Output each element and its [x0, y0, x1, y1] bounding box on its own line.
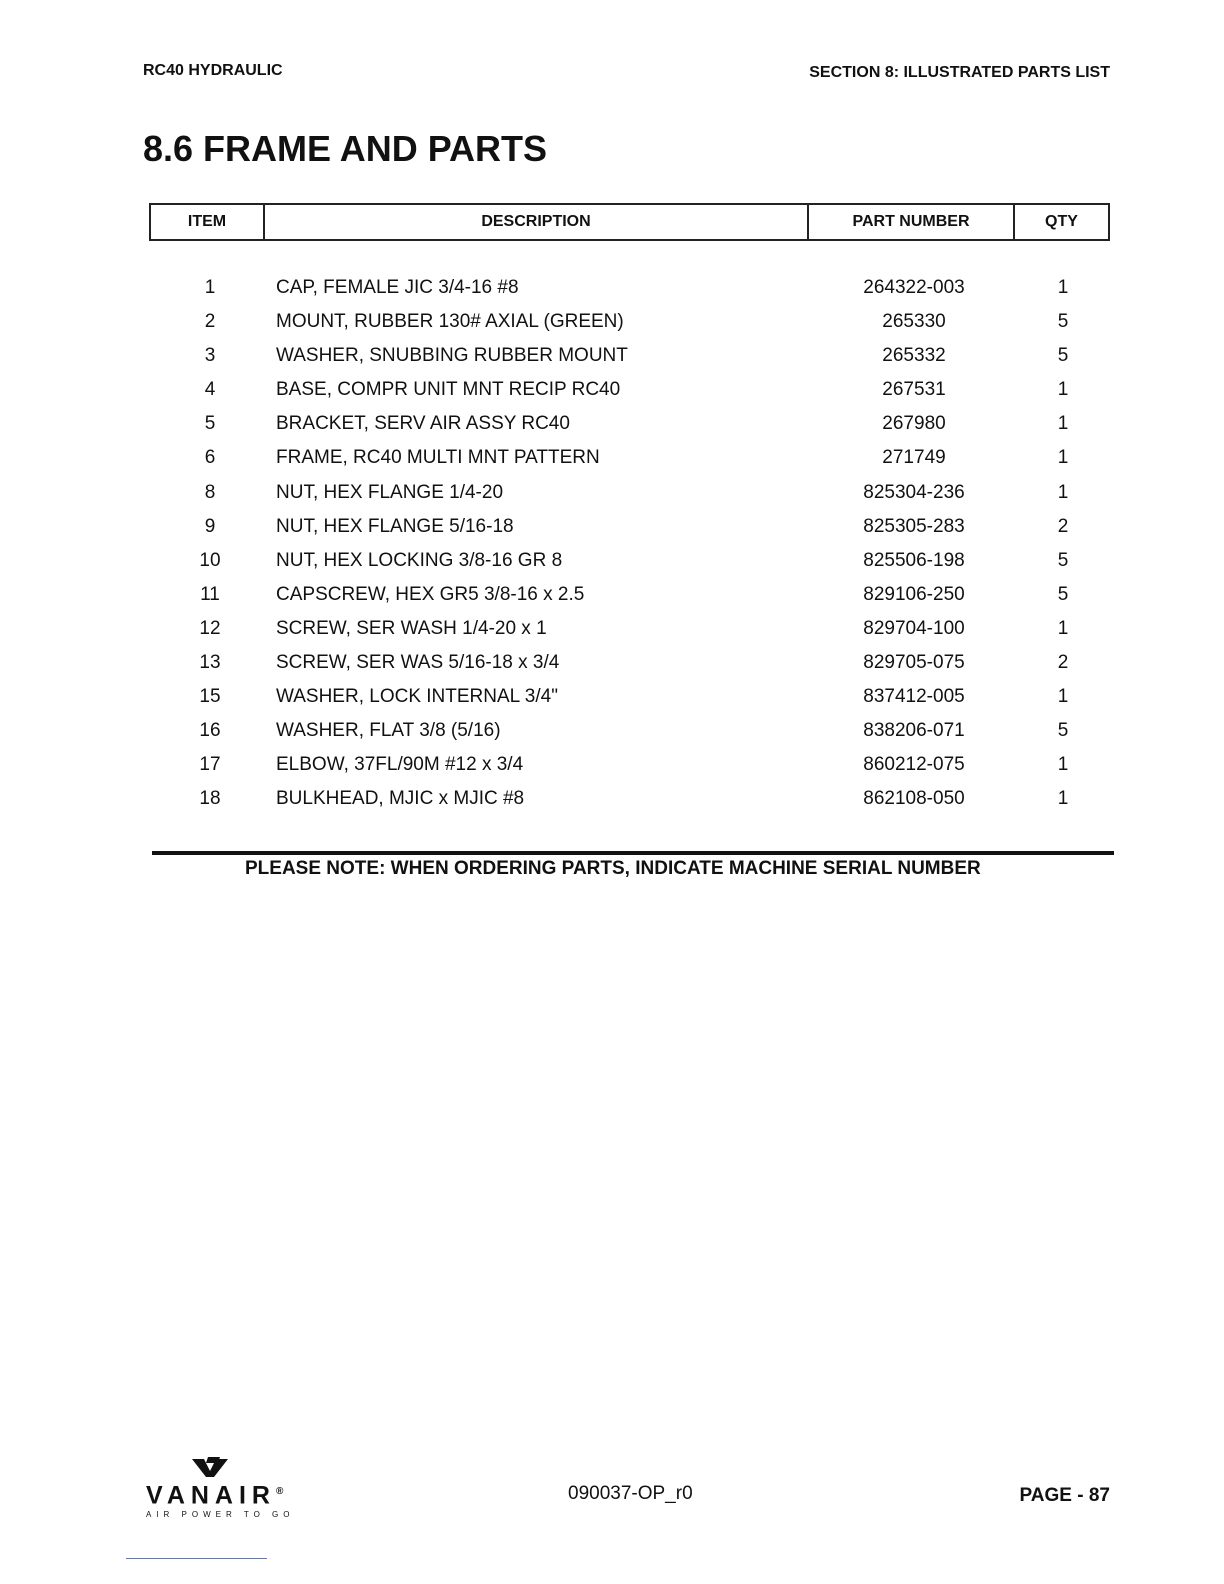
cell-description: NUT, HEX FLANGE 1/4-20: [276, 481, 504, 503]
cell-qty: 5: [1057, 583, 1069, 605]
cell-item: 8: [204, 481, 216, 503]
cell-part-number: 829106-250: [863, 583, 965, 605]
cell-qty: 1: [1057, 379, 1069, 401]
cell-description: MOUNT, RUBBER 130# AXIAL (GREEN): [276, 311, 624, 333]
table-header-qty: QTY: [1013, 203, 1110, 241]
cell-qty: 1: [1057, 788, 1069, 810]
cell-part-number: 838206-071: [863, 720, 965, 742]
table-row: [0, 477, 1224, 511]
note-rule: [152, 851, 1114, 855]
cell-qty: 1: [1057, 447, 1069, 469]
table-row: [0, 545, 1224, 579]
cell-description: SCREW, SER WAS 5/16-18 x 3/4: [276, 652, 560, 674]
page-number: PAGE - 87: [1019, 1485, 1110, 1506]
table-row: [0, 374, 1224, 408]
cell-item: 11: [200, 583, 220, 605]
table-row: [0, 306, 1224, 340]
vanair-logo: [146, 1455, 306, 1519]
table-row: [0, 408, 1224, 442]
cell-qty: 1: [1057, 481, 1069, 503]
table-header-item: ITEM: [149, 203, 265, 241]
cell-item: 3: [204, 345, 216, 367]
cell-qty: 5: [1057, 311, 1069, 333]
cell-part-number: 829705-075: [863, 652, 965, 674]
cell-qty: 1: [1057, 413, 1069, 435]
cell-part-number: 267531: [882, 379, 946, 401]
document-number: 090037-OP_r0: [568, 1483, 693, 1504]
cell-description: ELBOW, 37FL/90M #12 x 3/4: [276, 754, 524, 776]
cell-description: FRAME, RC40 MULTI MNT PATTERN: [276, 447, 600, 469]
table-row: [0, 272, 1224, 306]
cell-item: 12: [199, 617, 221, 639]
cell-item: 13: [199, 652, 221, 674]
cell-qty: 5: [1057, 720, 1069, 742]
cell-qty: 1: [1057, 277, 1069, 298]
cell-description: NUT, HEX FLANGE 5/16-18: [276, 515, 514, 537]
table-row: [0, 579, 1224, 613]
logo-name: VANAIR: [146, 1481, 276, 1510]
table-row: [0, 613, 1224, 647]
vanair-logo-icon: [190, 1455, 230, 1479]
cell-item: 4: [204, 379, 216, 401]
cell-part-number: 271749: [882, 447, 946, 469]
logo-tagline: AIR POWER TO GO: [146, 1510, 295, 1520]
cell-item: 2: [204, 311, 216, 333]
cell-item: 5: [204, 413, 216, 435]
cell-part-number: 825304-236: [863, 481, 965, 503]
cell-description: WASHER, SNUBBING RUBBER MOUNT: [276, 345, 628, 367]
table-row: [0, 749, 1224, 783]
cell-description: CAP, FEMALE JIC 3/4-16 #8: [276, 277, 519, 298]
table-header-description: DESCRIPTION: [263, 203, 809, 241]
cell-description: BASE, COMPR UNIT MNT RECIP RC40: [276, 379, 621, 401]
cell-item: 18: [199, 788, 221, 810]
footer-link-line: [126, 1558, 267, 1559]
cell-item: 1: [204, 277, 216, 298]
cell-qty: 2: [1057, 515, 1069, 537]
table-row: [0, 511, 1224, 545]
cell-item: 6: [204, 447, 216, 469]
cell-item: 16: [199, 720, 221, 742]
cell-part-number: 837412-005: [863, 686, 965, 708]
cell-description: WASHER, FLAT 3/8 (5/16): [276, 720, 501, 742]
cell-description: CAPSCREW, HEX GR5 3/8-16 x 2.5: [276, 583, 585, 605]
header-right: SECTION 8: ILLUSTRATED PARTS LIST: [809, 64, 1110, 81]
cell-part-number: 860212-075: [863, 754, 965, 776]
cell-part-number: 862108-050: [863, 788, 965, 810]
cell-description: WASHER, LOCK INTERNAL 3/4": [276, 686, 558, 708]
cell-item: 17: [199, 754, 221, 776]
cell-qty: 1: [1057, 754, 1069, 776]
cell-item: 9: [204, 515, 216, 537]
table-row: [0, 340, 1224, 374]
cell-description: NUT, HEX LOCKING 3/8-16 GR 8: [276, 549, 563, 571]
table-row: [0, 442, 1224, 476]
table-row: [0, 783, 1224, 817]
page-title: 8.6 FRAME AND PARTS: [143, 128, 548, 169]
cell-part-number: 264322-003: [863, 277, 965, 298]
cell-qty: 5: [1057, 549, 1069, 571]
cell-part-number: 267980: [882, 413, 946, 435]
registered-mark: ®: [275, 1486, 284, 1497]
cell-part-number: 825506-198: [863, 549, 965, 571]
cell-description: BULKHEAD, MJIC x MJIC #8: [276, 788, 525, 810]
table-row: [0, 715, 1224, 749]
cell-part-number: 265332: [882, 345, 946, 367]
table-header-part-number: PART NUMBER: [807, 203, 1015, 241]
ordering-note: PLEASE NOTE: WHEN ORDERING PARTS, INDICATE MACHINE SERIAL NUMBER: [245, 858, 981, 879]
cell-description: SCREW, SER WASH 1/4-20 x 1: [276, 617, 547, 639]
cell-qty: 1: [1057, 686, 1069, 708]
cell-qty: 5: [1057, 345, 1069, 367]
cell-part-number: 829704-100: [863, 617, 965, 639]
cell-part-number: 265330: [882, 311, 946, 333]
cell-part-number: 825305-283: [863, 515, 965, 537]
table-row: [0, 681, 1224, 715]
table-row: [0, 647, 1224, 681]
cell-item: 15: [199, 686, 221, 708]
cell-qty: 1: [1057, 617, 1069, 639]
cell-description: BRACKET, SERV AIR ASSY RC40: [276, 413, 570, 435]
parts-table-body: [0, 272, 1224, 818]
cell-item: 10: [199, 549, 221, 571]
header-left: RC40 HYDRAULIC: [143, 62, 283, 79]
cell-qty: 2: [1057, 652, 1069, 674]
